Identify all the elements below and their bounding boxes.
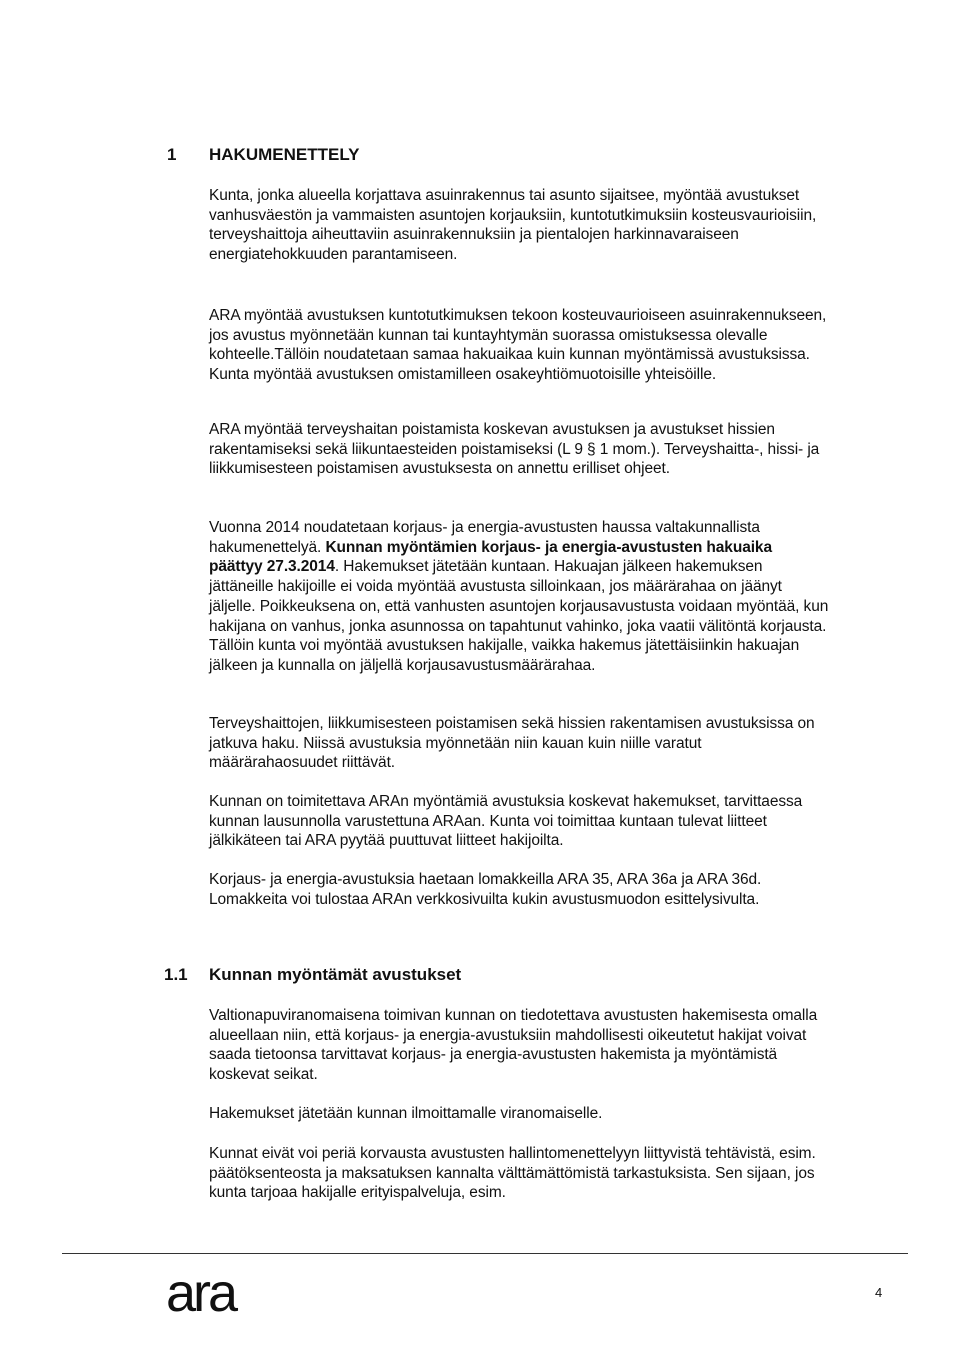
paragraph: ARA myöntää terveyshaitan poistamista koskevan avustuksen ja avustukset hissien rakentamiseksi sekä liikuntaesteiden poistamiseksi (L 9 § 1 mom.). Terveyshaitta-, hissi- ja liikkumisesteen poistamisen avustuksesta on annettu erilliset ohjeet. bbox=[209, 421, 820, 478]
footer-divider bbox=[62, 1253, 908, 1254]
paragraph: Kunnan on toimitettava ARAn myöntämiä avustuksia koskevat hakemukset, tarvittaessa kunnan lausunnolla varustettuna ARAan. Kunta voi toimittaa kuntaan tulevat liitteet jälkikäteen tai ARA pyytää puuttuvat liitteet hakijoilta. bbox=[209, 793, 803, 850]
page-number: 4 bbox=[875, 1285, 883, 1300]
paragraph: Kunnat eivät voi periä korvausta avustusten hallintomenettelyyn liittyvistä tehtävistä, esim. päätöksenteosta ja maksatuksen kannalta välttämättömistä tarkastuksista. Sen sijaan, jos kunta tarjoaa hakijalle erityispalveluja, esim. bbox=[209, 1145, 816, 1202]
subsection-title: Kunnan myöntämät avustukset bbox=[209, 965, 462, 984]
paragraph: Terveyshaittojen, liikkumisesteen poistamisen sekä hissien rakentamisen avustuksissa on jatkuva haku. Niissä avustuksia myönnetään niin kauan kuin niille varatut määrärahaosuudet riittävät. bbox=[209, 715, 815, 772]
paragraph: Korjaus- ja energia-avustuksia haetaan lomakkeilla ARA 35, ARA 36a ja ARA 36d. Lomakkeita voi tulostaa ARAn verkkosivuilta kukin avustusmuodon esittelysivulta. bbox=[209, 871, 762, 908]
section-title: HAKUMENETTELY bbox=[209, 145, 360, 164]
subsection-heading bbox=[164, 965, 564, 987]
paragraph: ARA myöntää avustuksen kuntotutkimuksen tekoon kosteuvaurioiseen asuinrakennukseen, jos avustus myönnetään kunnan tai kuntayhtymän suorassa omistuksessa olevalle kohteelle.Tällöin noudatetaan samaa hakuaikaa kuin kunnan myöntämissä avustuksissa. Kunta myöntää avustuksen omistamilleen osakeyhtiömuotoisille yhteisöille. bbox=[209, 307, 827, 384]
deadline-bold-text: Kunnan myöntämien korjaus- ja energia-avustusten hakuaika päättyy 27.3.2014 bbox=[209, 538, 772, 576]
paragraph-text: Vuonna 2014 noudatetaan korjaus- ja energia-avustusten haussa valtakunnallista hakumenettelyä. bbox=[209, 519, 760, 556]
ara-logo: ara bbox=[166, 1263, 236, 1323]
paragraph: Hakemukset jätetään kunnan ilmoittamalle viranomaiselle. bbox=[209, 1105, 603, 1122]
paragraph: Kunta, jonka alueella korjattava asuinrakennus tai asunto sijaitsee, myöntää avustukset vanhusväestön ja vammaisten asuntojen korjauksiin, kuntotutkimuksiin kosteusvaurioisiin, terveyshaittoja aiheuttaviin asuinrakennuksiin ja pientalojen harkinnavaraiseen energiatehokkuuden parantamiseen. bbox=[209, 187, 817, 264]
section-number: 1 bbox=[167, 145, 177, 164]
paragraph: Valtionapuviranomaisena toimivan kunnan on tiedotettava avustusten hakemisesta omalla alueellaan niin, että korjaus- ja energia-avustuksiin mahdollisesti oikeutetut hakijat voivat saada tietoonsa tarvittavat korjaus- ja energia-avustusten hakemista ja myöntämistä koskevat seikat. bbox=[209, 1007, 818, 1084]
paragraph bbox=[209, 518, 829, 676]
paragraph-text: . Hakemukset jätetään kuntaan. Hakuajan jälkeen hakemuksen jättäneille hakijoille ei voida myöntää avustusta silloinkaan, jos määrärahaa on jäänyt jäljelle. Poikkeuksena on, että vanhusten asuntojen korjausavustusta voidaan myöntää, kun hakijana on vanhus, jonka asunnossa on tapahtunut vahinko, joka vaatii välitöntä korjausta. Tällöin kunta voi myöntää avustuksen hakijalle, vaikka hakemus jätettäisiinkin hakuajan jälkeen ja kunnalla on jäljellä korjausavustusmäärärahaa. bbox=[209, 558, 829, 674]
subsection-number: 1.1 bbox=[164, 965, 188, 984]
section-heading bbox=[167, 145, 567, 167]
